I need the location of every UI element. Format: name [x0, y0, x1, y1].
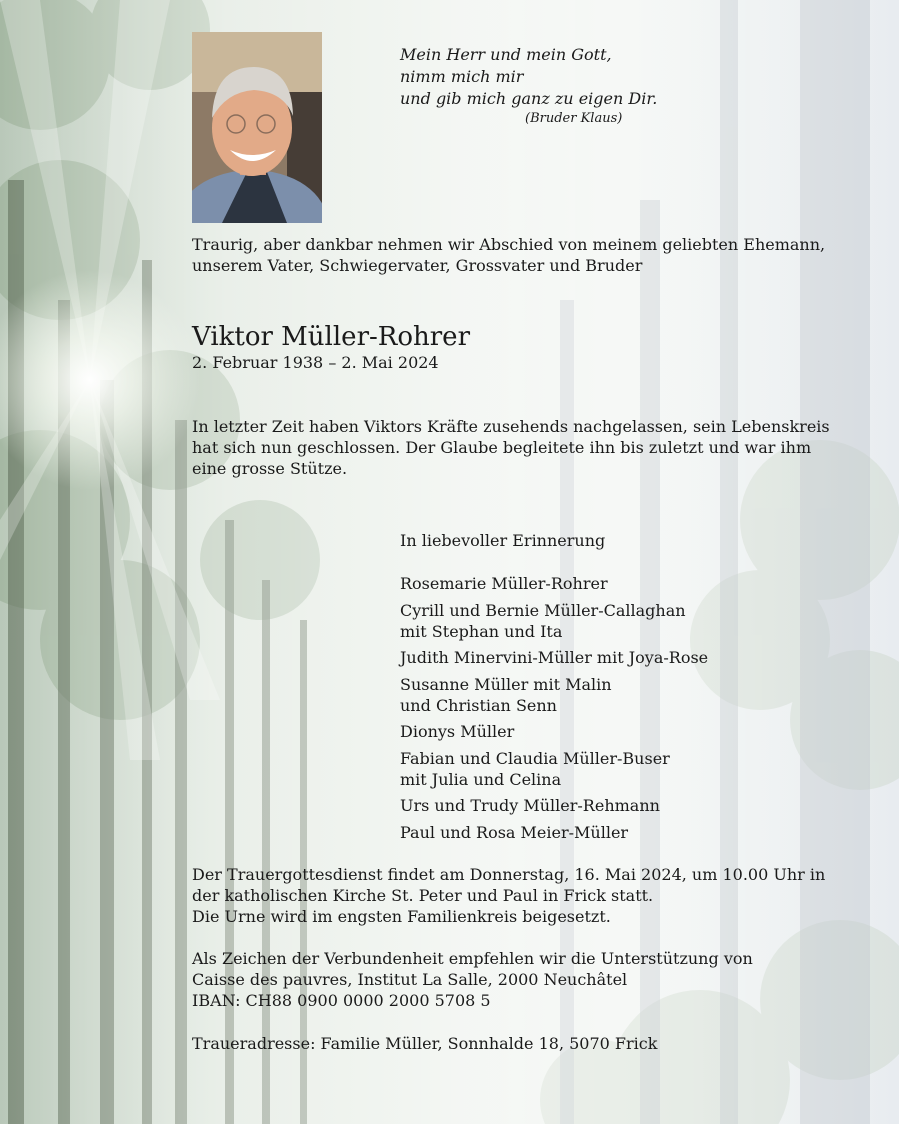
family-line: Judith Minervini-Müller mit Joya-Rose	[400, 648, 709, 667]
quote-line: nimm mich mir	[400, 67, 524, 86]
service-line: der katholischen Kirche St. Peter und Paul in Frick statt.	[192, 886, 654, 905]
family-line: mit Stephan und Ita	[400, 621, 563, 641]
family-member	[400, 822, 708, 843]
donation-line: Caisse des pauvres, Institut La Salle, 2000 Neuchâtel	[192, 970, 628, 989]
life-text-line: In letzter Zeit haben Viktors Kräfte zusehends nachgelassen, sein Lebenskreis	[192, 417, 830, 436]
family-line: Rosemarie Müller-Rohrer	[400, 574, 608, 593]
family-line: Dionys Müller	[400, 722, 515, 741]
family-member	[400, 674, 708, 716]
family-line: und Christian Senn	[400, 695, 557, 715]
quote-line: Mein Herr und mein Gott,	[400, 45, 612, 64]
quote	[400, 44, 657, 128]
family-line: Urs und Trudy Müller-Rehmann	[400, 796, 660, 815]
quote-line: und gib mich ganz zu eigen Dir.	[400, 89, 658, 108]
life-text-line: eine grosse Stütze.	[192, 459, 348, 478]
family-line: Paul und Rosa Meier-Müller	[400, 822, 629, 842]
life-text-line: hat sich nun geschlossen. Der Glaube begleitete ihn bis zuletzt und war ihm	[192, 438, 812, 457]
family-member	[400, 795, 708, 816]
quote-attribution: (Bruder Klaus)	[525, 111, 623, 126]
donation-iban: IBAN: CH88 0900 0000 2000 5708 5	[192, 991, 491, 1010]
service-text	[192, 864, 852, 927]
family-member	[400, 721, 708, 742]
family-list	[400, 573, 708, 848]
family-line: Susanne Müller mit Malin	[400, 674, 612, 694]
life-dates: 2. Februar 1938 – 2. Mai 2024	[192, 353, 439, 372]
family-line: Fabian und Claudia Müller-Buser	[400, 748, 670, 768]
memory-heading: In liebevoller Erinnerung	[400, 531, 606, 550]
family-member	[400, 600, 708, 642]
family-member	[400, 748, 708, 790]
family-member	[400, 647, 708, 668]
deceased-name: Viktor Müller-Rohrer	[192, 322, 471, 352]
service-line: Die Urne wird im engsten Familienkreis beigesetzt.	[192, 907, 611, 926]
family-line: mit Julia und Celina	[400, 769, 562, 789]
portrait-photo	[192, 32, 322, 223]
mourning-address: Traueradresse: Familie Müller, Sonnhalde 18, 5070 Frick	[192, 1034, 658, 1053]
intro-line: Traurig, aber dankbar nehmen wir Abschied von meinem geliebten Ehemann,	[192, 235, 826, 254]
life-text	[192, 416, 852, 479]
donation-line: Als Zeichen der Verbundenheit empfehlen wir die Unterstützung von	[192, 949, 753, 968]
intro-text	[192, 234, 852, 276]
intro-line: unserem Vater, Schwiegervater, Grossvater und Bruder	[192, 256, 643, 275]
family-member	[400, 573, 708, 594]
family-line: Cyrill und Bernie Müller-Callaghan	[400, 600, 686, 620]
donation-text	[192, 948, 852, 1011]
service-line: Der Trauergottesdienst findet am Donnerstag, 16. Mai 2024, um 10.00 Uhr in	[192, 865, 826, 884]
